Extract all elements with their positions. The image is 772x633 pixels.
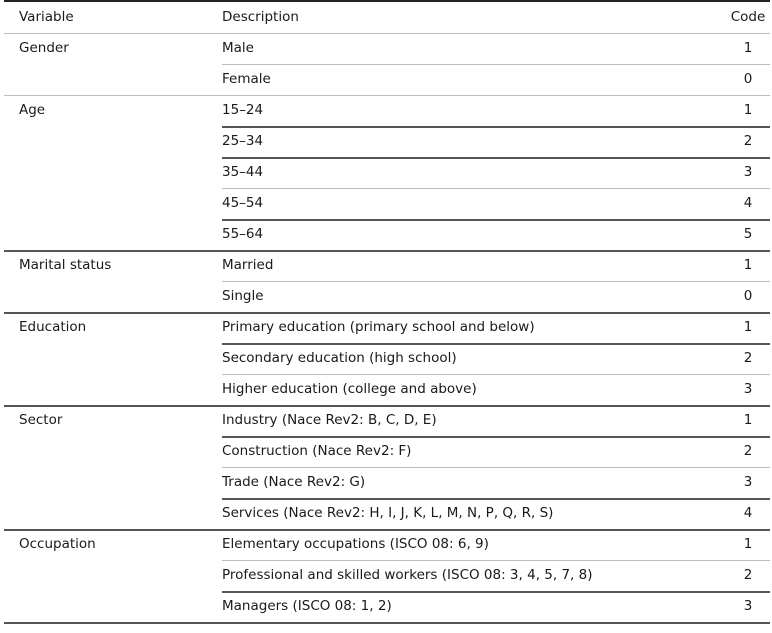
table-row — [4, 95, 770, 126]
table-row — [4, 405, 770, 436]
code-cell: 1 — [743, 412, 753, 428]
code-cell: 1 — [743, 257, 753, 273]
variable-cell: Age — [19, 102, 46, 118]
description-cell: Male — [222, 40, 254, 56]
code-cell: 4 — [743, 505, 753, 521]
code-cell: 4 — [743, 195, 753, 211]
table-header-row — [4, 0, 770, 33]
header-description: Description — [222, 9, 299, 25]
description-cell: Secondary education (high school) — [222, 350, 457, 366]
description-cell: Married — [222, 257, 274, 273]
description-cell: Professional and skilled workers (ISCO 08: 3, 4, 5, 7, 8) — [222, 567, 593, 583]
description-cell: Single — [222, 288, 264, 304]
table-row — [4, 529, 770, 560]
table-row — [4, 498, 770, 529]
variable-cell: Education — [19, 319, 87, 335]
description-cell: 35–44 — [222, 164, 264, 180]
description-cell: Services (Nace Rev2: H, I, J, K, L, M, N, P, Q, R, S) — [222, 505, 554, 521]
code-cell: 2 — [743, 133, 753, 149]
header-code: Code — [730, 9, 766, 25]
code-cell: 2 — [743, 350, 753, 366]
description-cell: 55–64 — [222, 226, 264, 242]
code-cell: 0 — [743, 71, 753, 87]
code-cell: 3 — [743, 474, 753, 490]
table-row — [4, 560, 770, 591]
code-cell: 2 — [743, 443, 753, 459]
table-row — [4, 312, 770, 343]
table-row — [4, 343, 770, 374]
table-row — [4, 64, 770, 95]
code-cell: 3 — [743, 598, 753, 614]
description-cell: 25–34 — [222, 133, 264, 149]
table-row — [4, 250, 770, 281]
table-row — [4, 157, 770, 188]
description-cell: 45–54 — [222, 195, 264, 211]
description-cell: Higher education (college and above) — [222, 381, 477, 397]
variable-cell: Sector — [19, 412, 63, 428]
code-cell: 1 — [743, 102, 753, 118]
description-cell: Primary education (primary school and below) — [222, 319, 535, 335]
table-row — [4, 436, 770, 467]
description-cell: Construction (Nace Rev2: F) — [222, 443, 412, 459]
description-cell: Trade (Nace Rev2: G) — [222, 474, 366, 490]
code-cell: 3 — [743, 164, 753, 180]
variable-cell: Gender — [19, 40, 69, 56]
description-cell: 15–24 — [222, 102, 264, 118]
table-bottom-rule — [4, 622, 770, 624]
code-cell: 1 — [743, 319, 753, 335]
table-row — [4, 591, 770, 622]
code-cell: 1 — [743, 40, 753, 56]
variable-cell: Occupation — [19, 536, 96, 552]
table-row — [4, 374, 770, 405]
code-cell: 5 — [743, 226, 753, 242]
description-cell: Managers (ISCO 08: 1, 2) — [222, 598, 392, 614]
table-row — [4, 33, 770, 64]
table-row — [4, 281, 770, 312]
description-cell: Elementary occupations (ISCO 08: 6, 9) — [222, 536, 489, 552]
code-cell: 3 — [743, 381, 753, 397]
table-row — [4, 188, 770, 219]
code-cell: 1 — [743, 536, 753, 552]
variable-cell: Marital status — [19, 257, 112, 273]
table-row — [4, 126, 770, 157]
variable-coding-table — [4, 0, 770, 622]
table-row — [4, 219, 770, 250]
table-row — [4, 467, 770, 498]
description-cell: Female — [222, 71, 271, 87]
code-cell: 2 — [743, 567, 753, 583]
description-cell: Industry (Nace Rev2: B, C, D, E) — [222, 412, 437, 428]
code-cell: 0 — [743, 288, 753, 304]
header-variable: Variable — [19, 9, 74, 25]
